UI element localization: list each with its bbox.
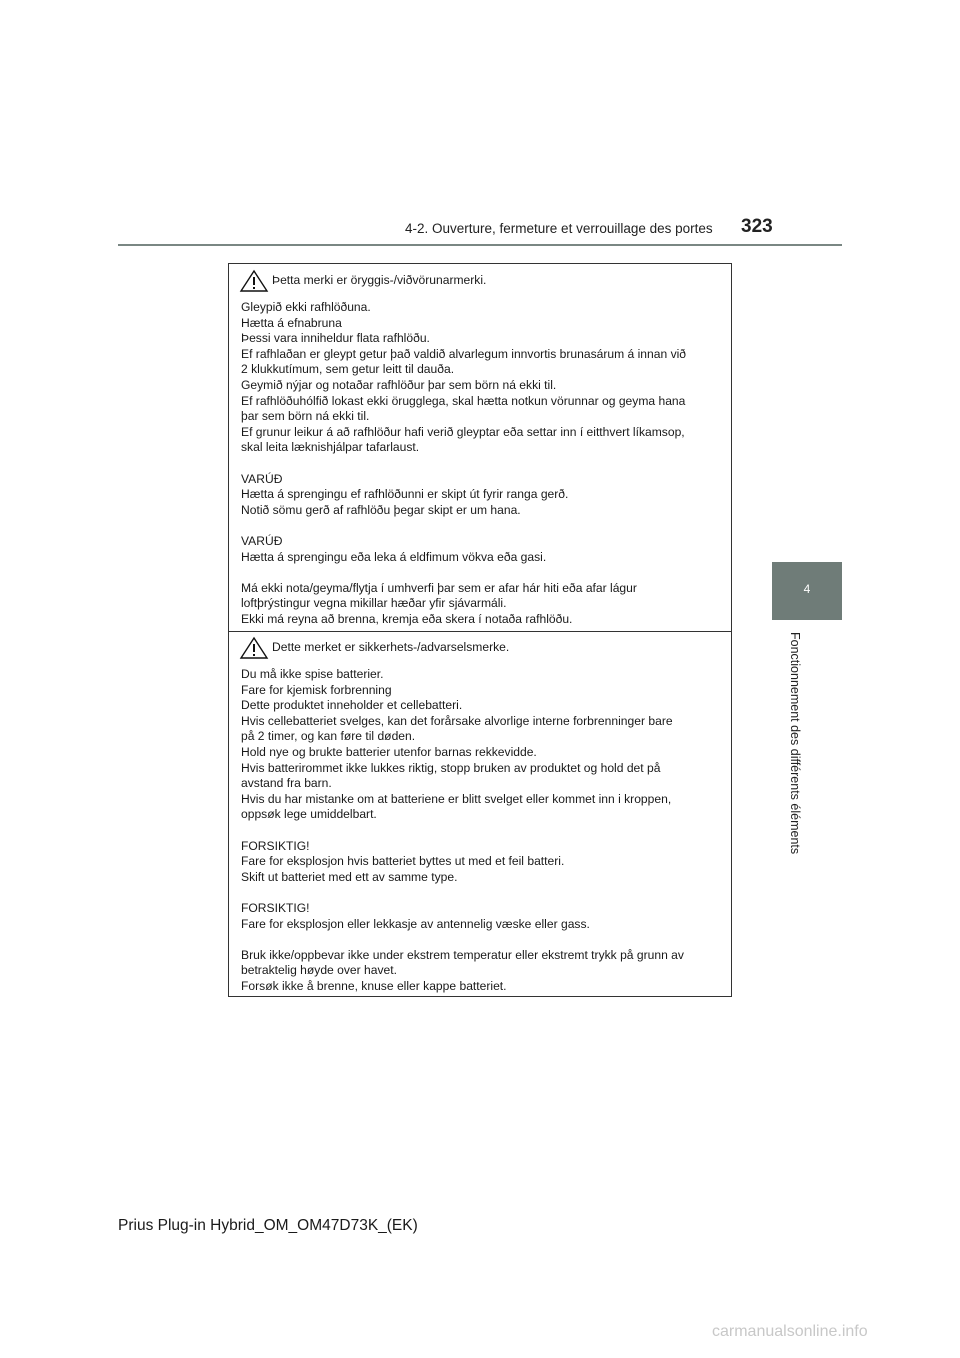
warning-title: Dette merket er sikkerhets-/advarselsmerke. [272,640,510,655]
side-tab-number: 4 [803,582,811,596]
text-line: Hætta á sprengingu ef rafhlöðunni er skipt út fyrir ranga gerð. [241,487,569,502]
text-line: Notið sömu gerð af rafhlöðu þegar skipt er um hana. [241,502,521,517]
text-line: VARÚÐ [241,533,283,548]
text-line: Hvis du har mistanke om at batteriene er blitt svelget eller kommet inn i kroppen, [241,791,672,806]
paragraph [241,581,719,628]
paragraph [241,839,719,886]
side-tab [772,562,842,620]
text-line: Gleypið ekki rafhlöðuna. [241,300,371,314]
text-line: Geymið nýjar og notaðar rafhlöður þar sem börn ná ekki til. [241,377,557,392]
notice-body [241,300,719,627]
text-line: Skift ut batteriet med ett av samme type. [241,869,458,884]
text-line: oppsøk lege umiddelbart. [241,807,377,822]
text-line: Bruk ikke/oppbevar ikke under ekstrem temperatur eller ekstremt trykk på grunn av [241,947,684,962]
warning-triangle-icon [239,636,269,660]
text-line: Hold nye og brukte batterier utenfor barnas rekkevidde. [241,744,537,759]
warning-header [241,268,719,294]
paragraph [241,667,719,823]
paragraph [241,534,719,565]
text-line: på 2 timer, og kan føre til døden. [241,729,416,744]
warning-triangle-icon [239,269,269,293]
text-line: Hætta á efnabruna [241,315,342,330]
notice-body [241,667,719,994]
page-number: 323 [741,216,773,237]
text-line: skal leita læknishjálpar tafarlaust. [241,440,420,455]
text-line: avstand fra barn. [241,776,332,791]
paragraph [241,472,719,519]
paragraph [241,901,719,932]
paragraph [241,300,719,456]
text-line: Fare for eksplosjon eller lekkasje av antennelig væske eller gass. [241,916,590,931]
header-section-title: 4-2. Ouverture, fermeture et verrouillage des portes [405,221,713,236]
warning-title: Þetta merki er öryggis-/viðvörunarmerki. [272,273,487,288]
text-line: Má ekki nota/geyma/flytja í umhverfi þar sem er afar hár hiti eða afar lágur [241,580,637,595]
notice-norwegian [229,635,731,995]
paragraph-gap [241,885,719,901]
text-line: Hvis cellebatteriet svelges, kan det forårsake alvorlige interne forbrenninger bare [241,713,673,728]
text-line: VARÚÐ [241,471,283,486]
text-line: Du må ikke spise batterier. [241,667,384,681]
text-line: FORSIKTIG! [241,900,310,915]
text-line: Hvis batterirommet ikke lukkes riktig, stopp bruken av produktet og hold det på [241,760,661,775]
paragraph-gap [241,823,719,839]
notice-box [228,263,732,997]
text-line: 2 klukkutímum, sem getur leitt til dauða. [241,362,455,377]
text-line: Fare for kjemisk forbrenning [241,682,392,697]
warning-header [241,635,719,661]
text-line: Ef rafhlöðuhólfið lokast ekki örugglega, skal hætta notkun vörunnar og geyma hana [241,393,686,408]
text-line: betraktelig høyde over havet. [241,963,397,978]
notice-icelandic [229,268,731,630]
text-line: Ef rafhlaðan er gleypt getur það valdið alvarlegum innvortis brunasárum á innan við [241,346,687,361]
text-line: loftþrýstingur vegna mikillar hæðar yfir sjávarmáli. [241,596,507,611]
paragraph [241,948,719,995]
paragraph-gap [241,518,719,534]
text-line: Ef grunur leikur á að rafhlöður hafi verið gleyptar eða settar inn í eitthvert líkamsop, [241,424,685,439]
text-line: Þessi vara inniheldur flata rafhlöðu. [241,331,430,346]
side-chapter-title: Fonctionnement des différents éléments [788,632,802,855]
footer-manual-id: Prius Plug-in Hybrid_OM_OM47D73K_(EK) [118,1217,418,1234]
notice-divider [229,631,731,632]
text-line: Ekki má reyna að brenna, kremja eða skera í notaða rafhlöðu. [241,611,573,626]
text-line: Fare for eksplosjon hvis batteriet byttes ut med et feil batteri. [241,854,565,869]
watermark: carmanualsonline.info [712,1323,868,1340]
paragraph-gap [241,932,719,948]
paragraph-gap [241,456,719,472]
text-line: Forsøk ikke å brenne, knuse eller kappe batteriet. [241,978,507,993]
header-rule [118,244,842,246]
text-line: þar sem börn ná ekki til. [241,409,370,424]
text-line: Dette produktet inneholder et cellebatteri. [241,698,463,713]
paragraph-gap [241,565,719,581]
text-line: FORSIKTIG! [241,838,310,853]
text-line: Hætta á sprengingu eða leka á eldfimum vökva eða gasi. [241,549,547,564]
